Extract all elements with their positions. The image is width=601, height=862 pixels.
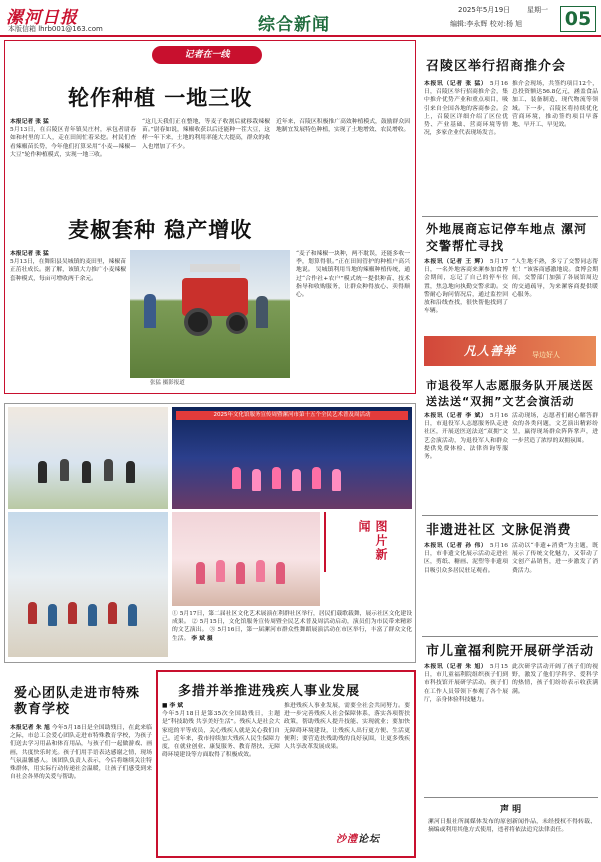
person-figure (128, 604, 137, 626)
byline: 本报记者 张 猛 (10, 251, 49, 257)
feature-column-1b (142, 118, 270, 210)
feature-column-2b (296, 250, 410, 388)
opinion-headline: 多措并举推进残疾人事业发展 (178, 684, 361, 699)
article-text: 5月15日，市儿童福利院组织孩子们到市科技馆开展研学活动。孩子们在工作人员带领下参观了各个展厅，亲身体验科技魅力。 (424, 664, 508, 703)
article-text: “人生地不熟，多亏了交警同志帮忙！”该客商感激地说。食博会期间，交警部门加强了各展馆周边的交通疏导，为来漯客商提供暖心服务。 (512, 259, 598, 298)
stage-banner: 2025年文化馆服务宣传周暨漯河市第十五个全民艺术普及周活动 (176, 411, 408, 420)
tractor-roof (190, 264, 240, 272)
dancer-figure (292, 469, 301, 491)
dancer-figure (312, 467, 321, 489)
article-text: 此次研学活动开阔了孩子们的视野，激发了他们学科学、爱科学的热情，孩子们纷纷表示收获满满。 (512, 664, 598, 695)
dancer-figure (196, 562, 205, 584)
dancer-figure (256, 560, 265, 582)
person-figure (88, 604, 97, 626)
feature-column-2a (10, 250, 126, 388)
photo-caption: 张猛 摄影报道 (150, 380, 185, 386)
feature-headline-2: 麦椒套种 稳产增收 (68, 218, 253, 242)
tractor-wheel (184, 308, 212, 336)
article-text: 今年5月18日是全国助残日，在此来临之际，市总工会爱心团队走进市特殊教育学校，为孩子们送去学习用品和体育用品，与孩子们一起做游戏、画画，共度快乐时光。孩子们用手语表达感谢之情，现场气氛温馨感人。该团队负责人表示，今后将继续关注特殊群体，用实际行动传递社会温暖，让孩子们感受到来自社会各界的关爱与帮助。 (10, 725, 152, 781)
feature-headline-1: 轮作种植 一地三收 (68, 86, 253, 110)
person-figure (48, 604, 57, 626)
caption: ② 5月15日，文化馆服务宣传周暨全民艺术普及周活动启动，演员们为市民带来精彩的文艺演出。 (172, 619, 412, 634)
right-story-3-text-b (512, 412, 598, 512)
notice-text: 漯河日报社所属媒体发布的原创新闻作品，未经授权不得转载、摘编或利用其他方式使用，违者将依法追究法律责任。 (428, 819, 596, 834)
right-story-1-text-b (512, 80, 598, 212)
photo-news-label: 图片新闻 (357, 520, 388, 562)
stage-performance-photo (172, 407, 412, 509)
students-photo (8, 407, 168, 509)
dancer-figure (276, 562, 285, 584)
tractor-photo (130, 250, 290, 378)
dance-show-photo (172, 512, 320, 606)
issue-date: 2025年5月19日 (458, 6, 511, 14)
issue-weekday: 星期一 (527, 6, 548, 14)
article-text: 活动以“非遗+消费”为主题，既展示了传统文化魅力，又带动了文创产品销售，进一步激发了消费活力。 (512, 543, 598, 574)
right-story-4-text-a (424, 542, 508, 632)
right-story-3-headline: 市退役军人志愿服务队开展送医送法送“双拥”文艺会演活动 (426, 379, 594, 408)
byline: 本报讯（记者 李 斌） (424, 413, 488, 419)
article-text: 活动现场，志愿者们耐心解答群众的各类问题，文艺演出精彩纷呈，赢得现场群众阵阵掌声，进一步营造了浓厚的双拥氛围。 (512, 413, 598, 444)
person-figure (108, 602, 117, 624)
article-text: 5月13日，在召陵区青年镇吴庄村，承包者尉春如和村里的工人，走在田间忙着采挖。村民们查看辣椒苗长势，今年他们打算采用“小麦—辣椒—大豆”轮作种植模式，实现一地三收。 (10, 127, 136, 158)
forum-logo-black: 论坛 (358, 834, 380, 845)
article-text: 5月16日，市退役军人志愿服务队走进社区，开展送医送法送“双拥”文艺会演活动，为退役军人和群众提供免费体检、法律咨询等服务。 (424, 413, 508, 461)
banner-title: 凡人善举 (464, 344, 517, 358)
right-story-4-headline: 非遗进社区 文脉促消费 (426, 523, 572, 538)
right-story-1-headline: 召陵区举行招商推介会 (426, 59, 567, 74)
person-figure (68, 602, 77, 624)
article-text: 5月16日，召陵区举行招商推介会，集中推介优势产业和重点项目，吸引来自全国各地的客商参会。会上，召陵区详细介绍了区位优势、产业基础、营商环境等情况，多家企业代表现场发言。 (424, 81, 508, 137)
divider (422, 216, 598, 217)
dancer-figure (236, 562, 245, 584)
byline: ■ 李 斌 (162, 703, 184, 709)
right-story-5-text-a (424, 663, 508, 791)
article-text: 5月17日，一名外地客商来漯参加食博会期间，忘记了自己的停车位置，焦急地向执勤交警求助。交警耐心询问情况后，通过监控回放和沿线查找，很快帮他找到了车辆。 (424, 259, 508, 315)
section-title: 综合新闻 (258, 15, 330, 35)
article-text: 5月16日，市非遗文化展示活动走进社区，剪纸、糖画、泥塑等非遗项目吸引众多居民驻足观看。 (424, 543, 508, 574)
person-figure (38, 461, 47, 483)
right-story-2-headline: 外地展商忘记停车地点 漯河交警帮忙寻找 (426, 222, 588, 253)
right-story-1-text-a (424, 80, 508, 212)
divider (422, 515, 598, 516)
person-figure (104, 459, 113, 481)
dancer-figure (216, 560, 225, 582)
byline: 本报记者 张 猛 (10, 119, 49, 125)
photo-captions (172, 610, 412, 658)
banner-subtitle: 导边好人 (532, 351, 560, 359)
mailbox-line: 本版信箱 lhrb001@163.com (8, 25, 103, 33)
right-story-5-text-b (512, 663, 598, 791)
farmer-figure (144, 294, 156, 328)
right-story-3-text-a (424, 412, 508, 512)
byline: 本报讯（记者 王 辉） (424, 259, 488, 265)
article-text: 今年5月18日是第35次全国助残日，主题是“科技助残 共享美好生活”。残疾人是社会大家庭的平等成员，关心残疾人就是关心我们自己。近年来，我市持续加大残疾人民生保障力度，在就业创业、康复服务、教育帮扶、无障碍环境建设等方面取得了积极成效。 (162, 711, 280, 759)
forum-logo-red: 沙澧 (336, 834, 358, 845)
article-text: 推介会现场，共签约项目12个，总投资额达56.8亿元，涵盖食品加工、装备制造、现代物流等领域。下一步，召陵区将持续优化营商环境，推动签约项目早落地、早开工、早见效。 (512, 81, 598, 129)
dancer-figure (332, 469, 341, 491)
tractor-wheel (226, 312, 248, 334)
newspaper-logo: 漯河日报 (6, 8, 78, 28)
masthead (0, 0, 601, 37)
photo-credit: 李 斌 摄 (191, 635, 213, 642)
caption: ③ 5月16日，第一届漯河市群众性舞蹈展演活动在市区举行，丰富了群众文化生活。 (172, 627, 412, 642)
byline: 本报记者 朱 旭 (10, 725, 50, 731)
byline: 本报讯（记者 孙 伟） (424, 543, 488, 549)
notice-title: 声 明 (500, 805, 522, 815)
dancer-figure (272, 467, 281, 489)
opinion-column-b (284, 702, 410, 824)
opinion-column-a (162, 702, 280, 854)
right-story-5-headline: 市儿童福利院开展研学活动 (426, 644, 595, 659)
photo-news-tag (324, 512, 412, 572)
caption: ① 5月17日，第二届社区文化艺术展演在利群社区举行，居民们载歌载舞，展示社区文化建设成果。 (172, 611, 412, 626)
article-text: 推进残疾人事业发展，需要全社会共同努力。要进一步完善残疾人社会保障体系，落实各项帮扶政策，帮助残疾人提升技能、实现就业；要加快无障碍环境建设，让残疾人出行更方便、生活更便利；要营造扶残助残的良好氛围，让更多残疾人共享改革发展成果。 (284, 703, 410, 751)
good-deeds-banner (424, 336, 596, 366)
article-text: 近年来，召陵区积极推广高效种植模式，鼓励群众因地制宜发展特色种植，实现了土地增效、农民增收。 (276, 119, 410, 134)
farmer-figure (256, 296, 268, 328)
person-figure (28, 602, 37, 624)
person-figure (126, 461, 135, 483)
page-number: 05 (560, 6, 596, 32)
byline: 本报讯（记者 张 猛） (424, 81, 488, 87)
left-story-text (10, 724, 152, 856)
person-figure (60, 459, 69, 481)
right-story-2-text-b (512, 258, 598, 334)
left-story-headline: 爱心团队走进市特殊教育学校 (14, 686, 141, 717)
right-story-4-text-b (512, 542, 598, 632)
forum-logo (336, 830, 380, 845)
right-story-2-text-a (424, 258, 508, 334)
dancer-figure (252, 469, 261, 491)
person-figure (82, 461, 91, 483)
dancer-figure (232, 467, 241, 489)
article-text: “这几天我们正在整地，等麦子收割后就移栽辣椒苗。”尉春如说，辣椒收获以后还能种一茬大豆，这样一年下来，土地的利用率能大大提高，群众的收入也增加了不少。 (142, 119, 270, 150)
editor-line: 编辑:李永辉 校对:杨 旭 (450, 20, 523, 28)
divider (422, 636, 598, 637)
byline: 本报讯（记者 朱 旭） (424, 664, 488, 670)
article-text: “麦子和辣椒一块种，两不耽误，还能多收一季，划算得很。”正在田间管护的种植户高兴地说。 (296, 251, 410, 274)
article-text: 吴城镇利用当地的辣椒种植传统，通过“合作社+农户”模式统一提供种苗、技术指导和收购服务，让群众种得放心、卖得顺心。 (296, 267, 410, 299)
feature-column-1a (10, 118, 136, 210)
article-text: 5月13日，在舞阳县吴城镇的麦田里，辣椒苗正茁壮成长。据了解，该镇大力推广小麦辣椒套种模式，每亩可增收两千余元。 (10, 259, 126, 282)
feature-badge: 记者在一线 (152, 46, 262, 64)
outdoor-group-photo (8, 512, 168, 657)
feature-column-1c (276, 118, 410, 210)
